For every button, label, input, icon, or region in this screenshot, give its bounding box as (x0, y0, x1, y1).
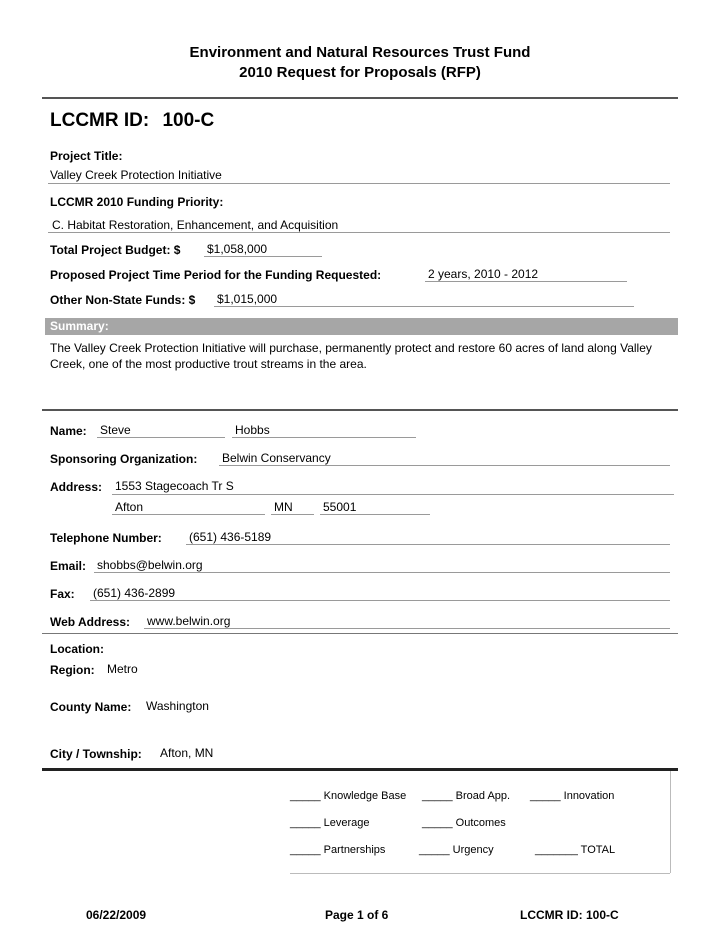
time-period-label: Proposed Project Time Period for the Funding Requested: (50, 268, 382, 282)
score-innovation: _____ Innovation (530, 790, 615, 802)
name-label: Name: (50, 424, 87, 438)
header-title: Environment and Natural Resources Trust Fund (189, 44, 531, 61)
time-period-value: 2 years, 2010 - 2012 (428, 267, 539, 281)
score-partnerships: _____ Partnerships (290, 844, 386, 856)
funding-priority-underline (48, 232, 670, 233)
last-name-underline (232, 437, 416, 438)
city-value: Afton (115, 500, 144, 514)
summary-divider (42, 409, 678, 411)
sponsoring-org-label: Sponsoring Organization: (50, 452, 198, 466)
footer-page-number: Page 1 of 6 (325, 908, 389, 922)
fax-underline (90, 600, 670, 601)
funding-priority-label: LCCMR 2010 Funding Priority: (50, 195, 224, 209)
location-label: Location: (50, 642, 104, 656)
county-name-value: Washington (146, 699, 209, 713)
lccmr-id-value: 100-C (162, 110, 215, 131)
email-label: Email: (50, 559, 87, 573)
sponsoring-org-value: Belwin Conservancy (222, 451, 331, 465)
region-value: Metro (107, 662, 138, 676)
address-label: Address: (50, 480, 103, 494)
last-name-value: Hobbs (235, 423, 270, 437)
scoring-box-bottom (290, 873, 670, 874)
lccmr-id-label: LCCMR ID: (50, 110, 150, 131)
project-title-label: Project Title: (50, 149, 123, 163)
state-underline (271, 514, 314, 515)
street-underline (112, 494, 674, 495)
zip-value: 55001 (323, 500, 357, 514)
web-address-label: Web Address: (50, 615, 131, 629)
score-outcomes: _____ Outcomes (422, 817, 506, 829)
state-value: MN (274, 500, 293, 514)
summary-header-bar (45, 318, 678, 335)
email-underline (94, 572, 670, 573)
web-address-value: www.belwin.org (147, 614, 231, 628)
header-divider (42, 97, 678, 99)
lccmr-id-heading (50, 110, 214, 132)
scoring-box-border (670, 771, 671, 873)
zip-underline (320, 514, 430, 515)
budget-underline (204, 256, 322, 257)
telephone-label: Telephone Number: (50, 531, 162, 545)
contact-divider (42, 633, 678, 634)
first-name-underline (97, 437, 225, 438)
city-township-value: Afton, MN (160, 746, 214, 760)
header-subtitle: 2010 Request for Proposals (RFP) (239, 64, 481, 81)
sponsoring-org-underline (219, 465, 670, 466)
non-state-funds-label: Other Non-State Funds: $ (50, 293, 196, 307)
city-township-label: City / Township: (50, 747, 142, 761)
project-title-underline (48, 183, 670, 184)
funding-priority-value: C. Habitat Restoration, Enhancement, and Acquisition (52, 218, 339, 232)
budget-value: $1,058,000 (207, 242, 268, 256)
street-value: 1553 Stagecoach Tr S (115, 479, 234, 493)
score-urgency: _____ Urgency (419, 844, 494, 856)
location-divider (42, 768, 678, 771)
summary-label: Summary: (50, 319, 109, 333)
time-period-underline (425, 281, 627, 282)
non-state-funds-value: $1,015,000 (217, 292, 278, 306)
region-label: Region: (50, 663, 95, 677)
project-title-value: Valley Creek Protection Initiative (50, 168, 222, 182)
web-address-underline (144, 628, 670, 629)
telephone-underline (186, 544, 670, 545)
email-value: shobbs@belwin.org (97, 558, 203, 572)
first-name-value: Steve (100, 423, 131, 437)
footer-date: 06/22/2009 (86, 908, 147, 922)
summary-text: The Valley Creek Protection Initiative will purchase, permanently protect and restore 60 acres of land along Valley Creek, one of the most productive trout streams in the area. (50, 341, 652, 371)
fax-value: (651) 436-2899 (93, 586, 176, 600)
score-broad-app: _____ Broad App. (422, 790, 511, 802)
score-total: _______ TOTAL (535, 844, 616, 856)
county-name-label: County Name: (50, 700, 132, 714)
fax-label: Fax: (50, 587, 75, 601)
score-knowledge-base: _____ Knowledge Base (290, 790, 407, 802)
city-underline (112, 514, 265, 515)
non-state-funds-underline (214, 306, 634, 307)
budget-label: Total Project Budget: $ (50, 243, 181, 257)
score-leverage: _____ Leverage (290, 817, 370, 829)
telephone-value: (651) 436-5189 (189, 530, 272, 544)
footer-lccmr-id: LCCMR ID: 100-C (520, 908, 619, 922)
